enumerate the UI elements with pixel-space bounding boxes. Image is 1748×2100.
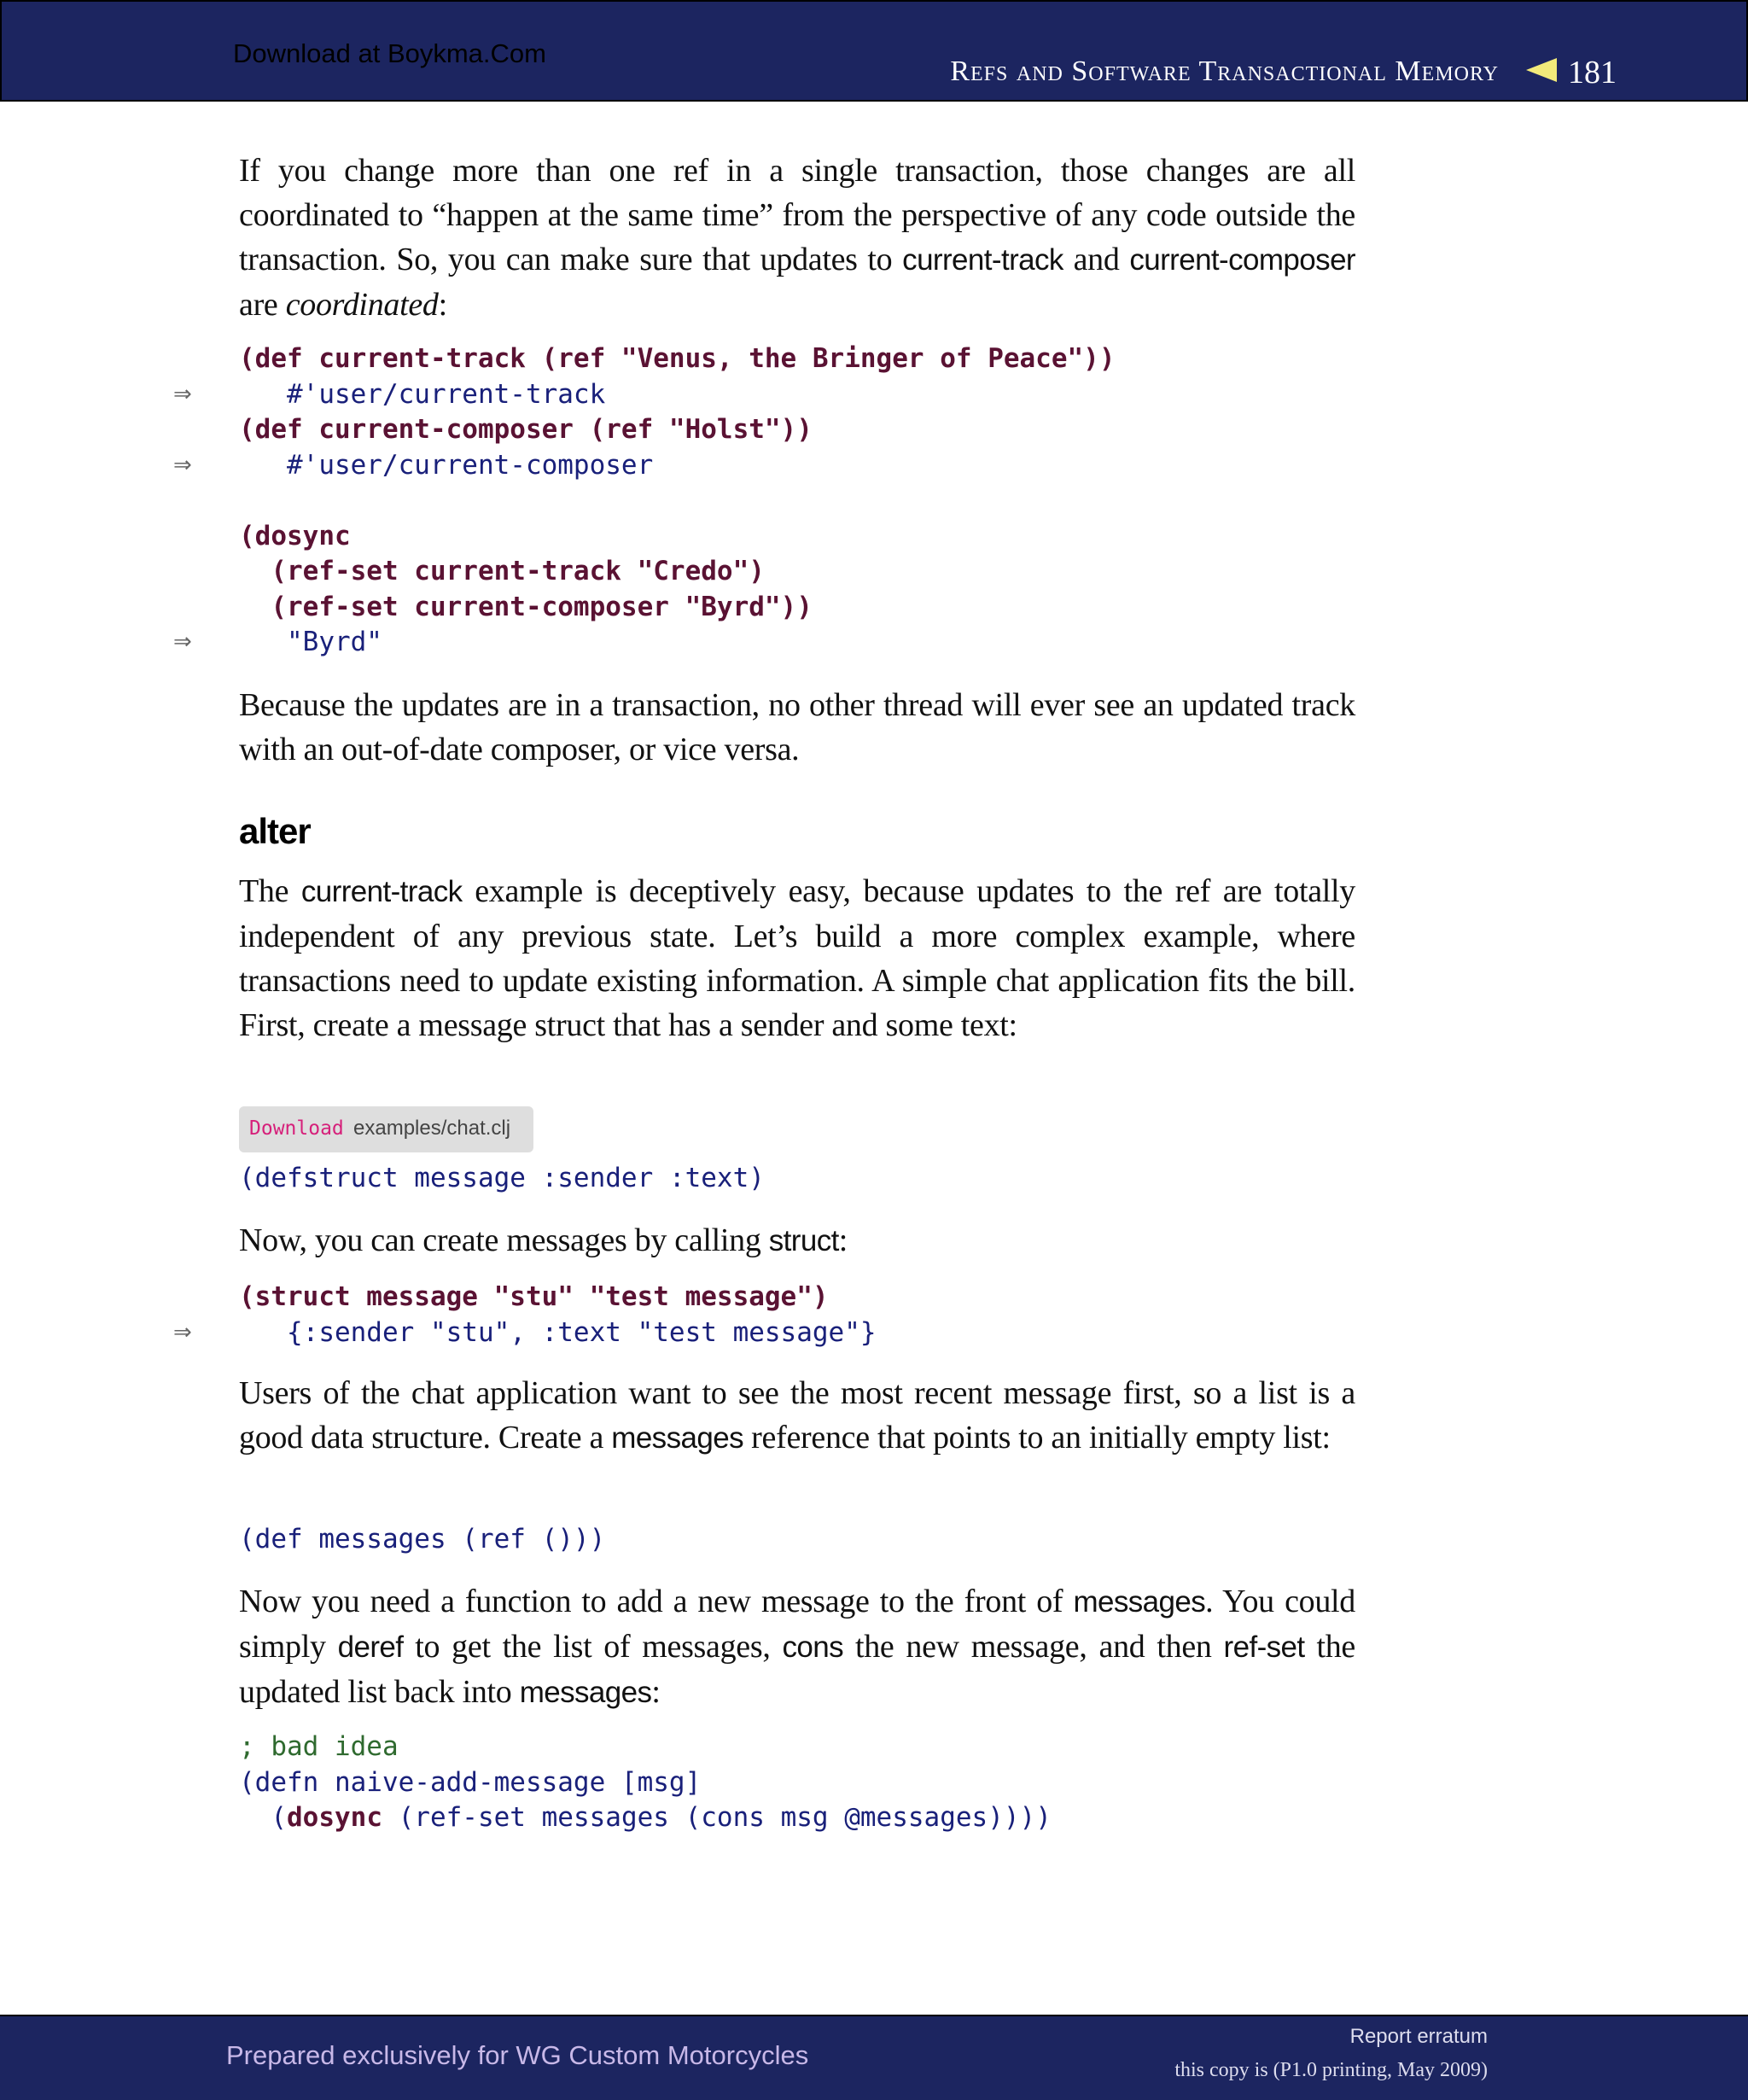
previous-page-arrow-icon[interactable]	[1526, 58, 1557, 82]
download-file-path[interactable]: examples/chat.clj	[353, 1117, 511, 1140]
paragraph-chat-example: The current-track example is deceptively easy, because updates to the ref are totally independent of any previous state. Let’s build a more complex example, where transactions need to update existing information. A simple chat application fits the bill. First, create a message struct that has a sender and some text:	[239, 873, 1355, 1043]
code-block-defstruct: (defstruct message :sender :text)	[239, 1163, 765, 1193]
report-erratum-link[interactable]: Report erratum	[1349, 2025, 1488, 2048]
prepared-for-text: Prepared exclusively for WG Custom Motorcycles	[226, 2040, 809, 2070]
code-token: (ref-set messages (cons msg @messages))))	[382, 1802, 1052, 1833]
paragraph-add-message: Now you need a function to add a new message to the front of messages. You could simply deref to get the list of messages, cons the new message, and then ref-set the updated list back into messages:	[239, 1584, 1355, 1710]
download-site-link[interactable]: Download at Boykma.Com	[233, 38, 546, 68]
code-comment: ; bad idea	[239, 1731, 399, 1762]
code-line: (ref-set current-composer "Byrd"))	[239, 591, 813, 622]
code-line: (defn naive-add-message [msg]	[239, 1766, 702, 1798]
paragraph-coordinated-changes: If you change more than one ref in a single transaction, those changes are all coordinated to “happen at the same time” from the perspective of any code outside the transaction. So, you can make sure that updates to current-track and current-composer are coordinated:	[239, 153, 1355, 323]
code-output-line: #'user/current-track	[239, 378, 606, 410]
running-title: Refs and Software Transactional Memory	[950, 55, 1499, 87]
code-keyword: dosync	[287, 1802, 382, 1833]
code-line: (ref-set current-track "Credo")	[239, 556, 765, 586]
code-block-dosync-example	[239, 341, 1116, 661]
code-block-struct-call	[239, 1280, 877, 1350]
code-output-line: "Byrd"	[239, 627, 382, 657]
result-arrow-icon: ⇒	[173, 1320, 192, 1345]
code-token: (	[239, 1802, 287, 1833]
code-output-line: {:sender "stu", :text "test message"}	[239, 1316, 877, 1348]
section-heading: alter	[239, 811, 311, 851]
code-output-line: #'user/current-composer	[239, 449, 654, 481]
result-arrow-icon: ⇒	[173, 382, 192, 407]
download-code-tag[interactable]	[239, 1106, 533, 1152]
code-block-def-messages: (def messages (ref ()))	[239, 1524, 606, 1555]
paragraph-messages-list: Users of the chat application want to see the most recent message first, so a list is a good data structure. Create a messages reference that points to an initially empty list:	[239, 1375, 1355, 1455]
page-number: 181	[1568, 55, 1617, 90]
download-label[interactable]: Download	[249, 1117, 344, 1140]
code-line: (def current-track (ref "Venus, the Bringer of Peace"))	[239, 343, 1116, 374]
code-line: (def current-composer (ref "Holst"))	[239, 414, 813, 445]
code-line: (dosync	[239, 520, 351, 551]
paragraph-transaction-isolation: Because the updates are in a transaction, no other thread will ever see an updated track with an out-of-date composer, or vice versa.	[239, 687, 1355, 767]
code-block-naive-add-message	[239, 1730, 1052, 1836]
result-arrow-icon: ⇒	[173, 629, 192, 655]
code-line: (struct message "stu" "test message")	[239, 1281, 829, 1312]
printing-info: this copy is (P1.0 printing, May 2009)	[1174, 2059, 1488, 2081]
result-arrow-icon: ⇒	[173, 452, 192, 478]
paragraph-create-messages: Now, you can create messages by calling struct:	[239, 1222, 848, 1258]
